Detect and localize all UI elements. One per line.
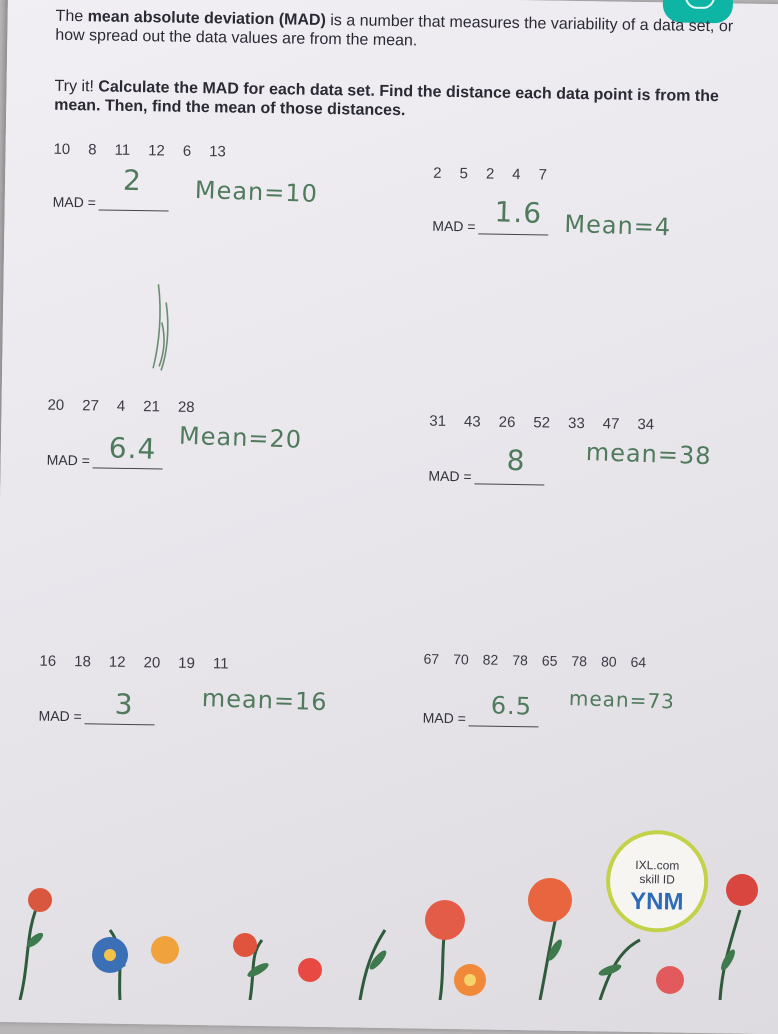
answer-6: 6.5	[490, 691, 533, 721]
answer-3: 6.4	[108, 431, 157, 466]
dataset-1: 10 8 11 12 6 13	[53, 140, 226, 161]
mad-term: mean absolute deviation (MAD)	[87, 8, 326, 29]
try-it-instructions: Try it! Calculate the MAD for each data set. Find the distance each data point is from the mean. Then, find the mean of those distances.	[54, 77, 719, 120]
note-4: mean=38	[585, 438, 712, 471]
mad-blank-5[interactable]: MAD =	[39, 705, 155, 726]
answer-2: 1.6	[494, 195, 543, 230]
dataset-3: 20 27 4 21 28	[47, 396, 195, 416]
mad-blank-2[interactable]: MAD =	[432, 215, 548, 236]
mad-blank-3[interactable]: MAD =	[47, 449, 163, 470]
skill-id-code: YNM	[629, 887, 684, 916]
tab-arc-icon	[685, 0, 715, 9]
mad-blank-1[interactable]: MAD =	[53, 191, 169, 212]
ixl-site-label: IXL.com	[635, 857, 680, 873]
answer-5: 3	[114, 687, 135, 722]
try-it-lead: Try it!	[54, 77, 95, 96]
mad-blank-4[interactable]: MAD =	[428, 465, 544, 486]
dataset-5: 16 18 12 20 19 11	[39, 652, 229, 673]
dataset-6: 67 70 82 78 65 78 80 64	[423, 650, 647, 671]
note-1: Mean=10	[194, 175, 319, 208]
note-5: mean=16	[201, 684, 329, 717]
skill-id-label: skill ID	[639, 872, 675, 887]
pencil-scribble	[147, 282, 188, 373]
leaf-stems	[20, 900, 740, 1000]
answer-1: 2	[122, 163, 143, 198]
intro-paragraph: The mean absolute deviation (MAD) is a number that measures the variability of a data set, or how spread out the data values are from the mean.	[55, 7, 734, 50]
mad-blank-6[interactable]: MAD =	[423, 707, 539, 728]
dataset-4: 31 43 26 52 33 47 34	[429, 412, 655, 434]
flower-heads	[28, 874, 758, 996]
floral-border	[0, 857, 778, 1000]
dataset-2: 2 5 2 4 7	[433, 164, 548, 184]
note-2: Mean=4	[563, 209, 672, 242]
answer-4: 8	[506, 443, 527, 478]
note-6: mean=73	[568, 685, 676, 714]
note-3: Mean=20	[178, 421, 303, 454]
